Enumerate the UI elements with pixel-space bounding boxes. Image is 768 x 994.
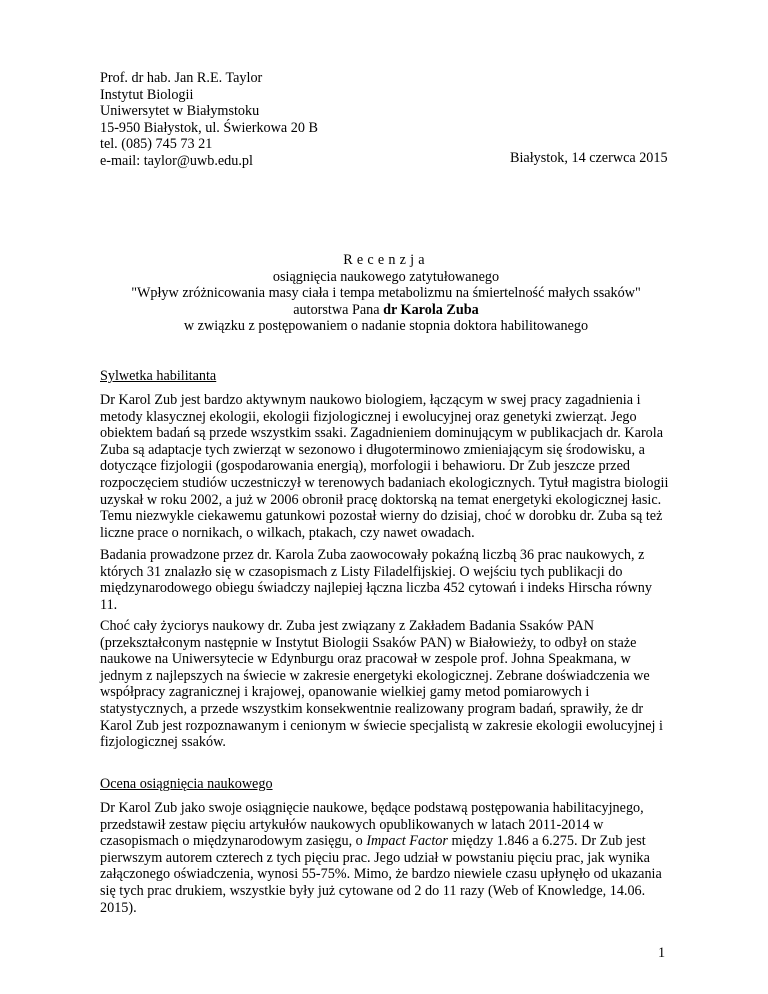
paragraph-publications bbox=[100, 547, 676, 613]
paragraph-line: jednym z najlepszych na świecie w zakresie energetyki ekologicznej. Zebrane doświadczenia we bbox=[100, 667, 650, 684]
sender-email: e-mail: taylor@uwb.edu.pl bbox=[100, 152, 253, 169]
paragraph-line bbox=[100, 833, 676, 850]
paragraph-line: Dr Karol Zub jako swoje osiągnięcie naukowe, będące podstawą postępowania habilitacyjnego, bbox=[100, 800, 644, 816]
paragraph-line: rozpoczęciem studiów uczestniczył w terenowych badaniach ekologicznych. Tytuł magistra biologii bbox=[100, 474, 669, 491]
paragraph-line: 11. bbox=[100, 596, 118, 613]
paragraph-line: Badania prowadzone przez dr. Karola Zuba zaowocowały pokaźną liczbą 36 prac naukowych, z bbox=[100, 547, 645, 563]
paragraph-line: liczne prace o nornikach, o wilkach, ptakach, czy nawet owadach. bbox=[100, 524, 475, 541]
sender-phone: tel. (085) 745 73 21 bbox=[100, 136, 213, 153]
review-title: Recenzja bbox=[343, 252, 429, 268]
paragraph-candidate-profile bbox=[100, 392, 676, 541]
paragraph-line: Zuba są adaptacje tych zwierząt w sezonowo i długoterminowo zmieniającym się środowisku, a bbox=[100, 441, 645, 458]
letter-date: Białystok, 14 czerwca 2015 bbox=[510, 150, 668, 166]
author-name: dr Karola Zuba bbox=[383, 301, 479, 318]
paragraph-line: uzyskał w roku 2002, a już w 2006 obronił pracę doktorską na temat energetyki ekologicznej łasic. bbox=[100, 491, 662, 508]
paragraph-line: Karol Zub jest rozpoznawanym i cenionym w świecie specjalistą w zakresie ekologii ewolucyjnej i bbox=[100, 717, 663, 734]
paragraph-line: międzynarodowego obiegu świadczy najlepiej łączna liczba 452 cytowań i indeks Hirscha równy bbox=[100, 580, 652, 597]
paragraph-career bbox=[100, 618, 676, 751]
heading-line-2: osiągnięcia naukowego zatytułowanego bbox=[272, 268, 500, 285]
paragraph-line: Choć cały życiorys naukowy dr. Zuba jest związany z Zakładem Badania Ssaków PAN bbox=[100, 618, 594, 634]
paragraph-line: przedstawił zestaw pięciu artykułów naukowych opublikowanych w latach 2011-2014 w bbox=[100, 816, 604, 833]
page-number: 1 bbox=[658, 945, 666, 961]
paragraph-line: naukowe na Uniwersytecie w Edynburgu oraz pracował w zespole prof. Johna Speakmana, w bbox=[100, 651, 631, 668]
paragraph-line: statystycznych, a przede wszystkim konsekwentnie realizowany program badań, sprawiły, że dr bbox=[100, 700, 644, 717]
paragraph-line: współpracy zagranicznej i krajowej, opanowanie wielkiej gamy metod pomiarowych i bbox=[100, 684, 590, 701]
text-segment: czasopismach o międzynarodowym zasięgu, o bbox=[100, 833, 367, 850]
paragraph-line: Temu niezwykle ciekawemu gatunkowi pozostał wierny do dzisiaj, choć w dorobku dr. Zuba są też bbox=[100, 508, 663, 525]
paragraph-line: metody klasycznej ekologii, ekologii fizjologicznej i ewolucyjnej oraz genetyki zwierząt. Jego bbox=[100, 408, 637, 425]
paragraph-line: (przekształconym następnie w Instytut Biologii Ssaków PAN) w Białowieży, to odbył on staże bbox=[100, 634, 637, 651]
text-segment: między 1.846 a 6.275. Dr Zub jest bbox=[447, 833, 646, 850]
paragraph-line: Dr Karol Zub jest bardzo aktywnym naukowo biologiem, łączącym w swej pracy zagadnienia i bbox=[100, 392, 641, 408]
paragraph-line: których 31 znalazło się w czasopismach z Listy Filadelfijskiej. O wejściu tych publikacji do bbox=[100, 563, 623, 580]
heading-work-title: "Wpływ zróżnicowania masy ciała i tempa metabolizmu na śmiertelność małych ssaków" bbox=[131, 285, 641, 302]
paragraph-achievement bbox=[100, 800, 676, 916]
impact-factor-term: Impact Factor bbox=[366, 833, 448, 850]
paragraph-line: obiektem badań są przede wszystkim ssaki. Zagadnieniem dominującym w publikacjach dr. Karola bbox=[100, 425, 663, 442]
paragraph-line: pierwszym autorem czterech z tych pięciu prac. Jego udział w powstaniu pięciu prac, jak wynika bbox=[100, 849, 650, 866]
sender-address-block bbox=[100, 70, 318, 170]
paragraph-line: dotyczące fizjologii (gospodarowania energią), morfologii i behawioru. Dr Zub jeszcze przed bbox=[100, 458, 630, 475]
heading-author-line bbox=[100, 302, 672, 319]
sender-name: Prof. dr hab. Jan R.E. Taylor bbox=[100, 70, 263, 86]
paragraph-line: się tych prac drukiem, wszystkie były już cytowane od 2 do 11 razy (Web of Knowledge, 14.06. bbox=[100, 882, 646, 899]
sender-street: 15-950 Białystok, ul. Świerkowa 20 B bbox=[100, 119, 318, 136]
heading-line-5: w związku z postępowaniem o nadanie stopnia doktora habilitowanego bbox=[183, 318, 589, 335]
author-prefix: autorstwa Pana bbox=[293, 301, 384, 318]
paragraph-line: 2015). bbox=[100, 899, 137, 916]
sender-institute: Instytut Biologii bbox=[100, 86, 194, 103]
section-title-achievement-assessment: Ocena osiągnięcia naukowego bbox=[100, 776, 273, 792]
paragraph-line: załączonego oświadczenia, wynosi 55-75%. Mimo, że bardzo niewiele czasu upłynęło od ukazania bbox=[100, 866, 662, 883]
sender-university: Uniwersytet w Białymstoku bbox=[100, 103, 260, 120]
review-heading bbox=[100, 252, 672, 335]
section-title-candidate-profile: Sylwetka habilitanta bbox=[100, 368, 217, 384]
paragraph-line: fizjologicznej ssaków. bbox=[100, 734, 226, 751]
